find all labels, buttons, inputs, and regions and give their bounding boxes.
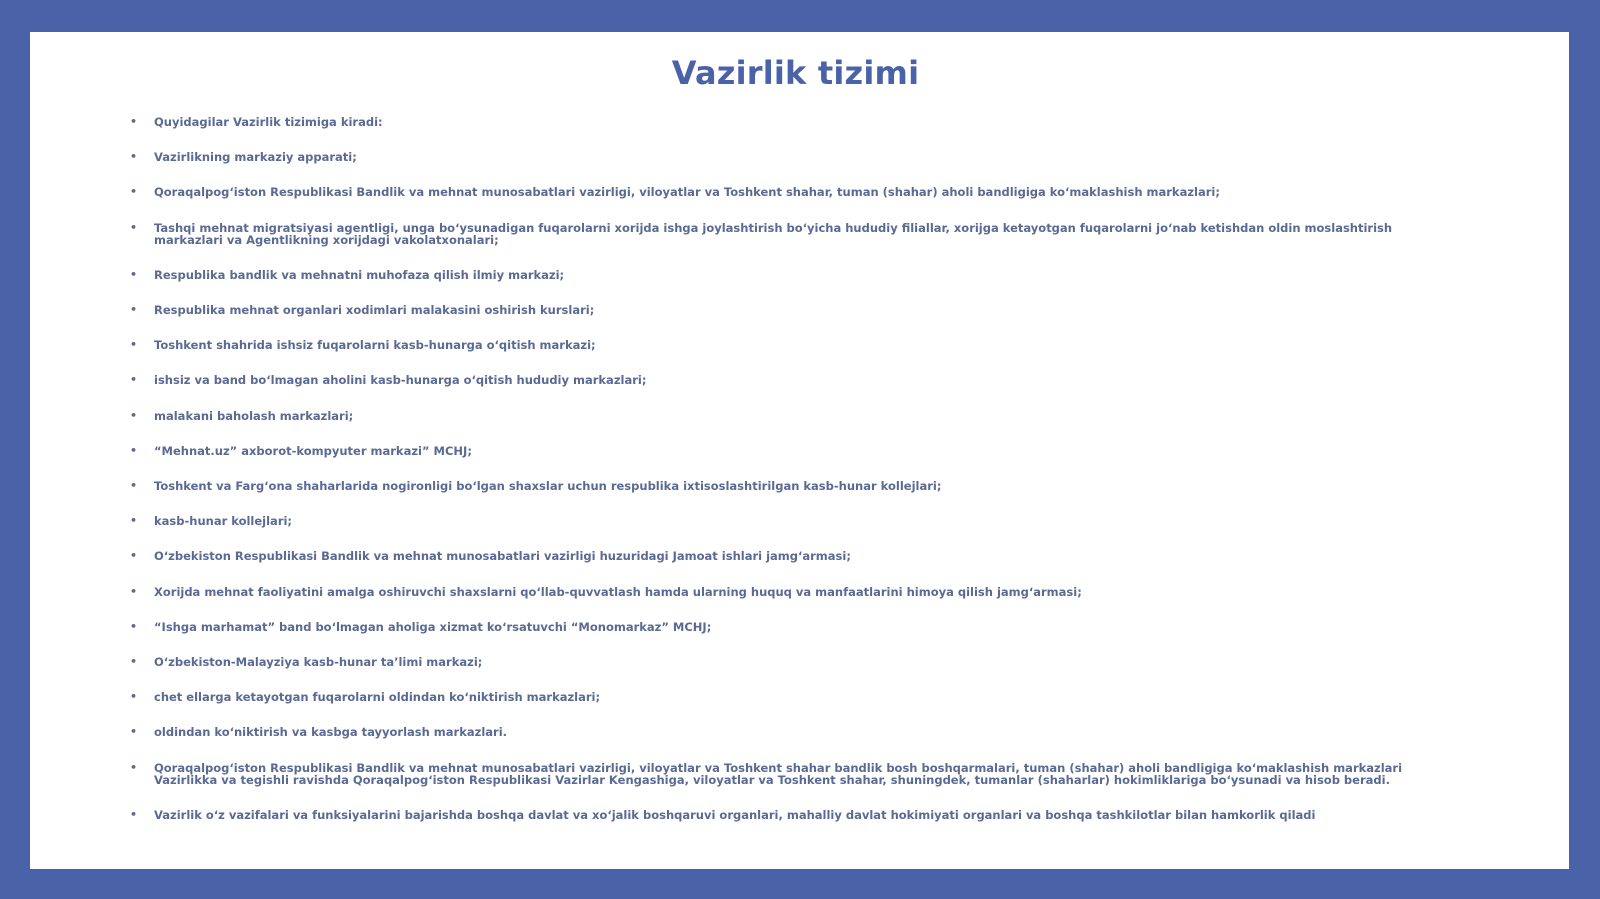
bullet-dot-icon: •	[130, 115, 138, 128]
bullet-dot-icon: •	[130, 221, 138, 234]
bullet-item	[130, 656, 1454, 668]
bullet-text: Toshkent va Farg‘ona shaharlarida nogironligi bo‘lgan shaxslar uchun respublika ixtisoslashtirilgan kasb-hunar kollejlari;	[154, 479, 942, 493]
bullet-item	[130, 621, 1454, 633]
bullet-dot-icon: •	[130, 444, 138, 457]
bullet-item	[130, 222, 1454, 246]
bullet-item	[130, 374, 1454, 386]
bullet-item	[130, 550, 1454, 562]
bullet-text: ishsiz va band bo‘lmagan aholini kasb-hunarga o‘qitish hududiy markazlari;	[154, 373, 647, 387]
bullet-item	[130, 304, 1454, 316]
bullet-dot-icon: •	[130, 338, 138, 351]
bullet-dot-icon: •	[130, 655, 138, 668]
bullet-text: “Ishga marhamat” band bo‘lmagan aholiga xizmat ko‘rsatuvchi “Monomarkaz” MCHJ;	[154, 620, 712, 634]
bullet-text: Vazirlik o‘z vazifalari va funksiyalarini bajarishda boshqa davlat va xo‘jalik boshqaruvi organlari, mahalliy davlat hokimiyati organlari va boshqa tashkilotlar bilan hamkorlik qiladi	[154, 808, 1316, 822]
bullet-dot-icon: •	[130, 690, 138, 703]
slide	[30, 32, 1569, 869]
bullet-text: kasb-hunar kollejlari;	[154, 514, 293, 528]
bullet-dot-icon: •	[130, 150, 138, 163]
bullet-dot-icon: •	[130, 479, 138, 492]
bullet-item	[130, 151, 1454, 163]
bullet-item	[130, 586, 1454, 598]
bullet-dot-icon: •	[130, 514, 138, 527]
bullet-text: oldindan ko‘niktirish va kasbga tayyorlash markazlari.	[154, 725, 508, 739]
bullet-item	[130, 445, 1454, 457]
bullet-dot-icon: •	[130, 373, 138, 386]
bullet-dot-icon: •	[130, 268, 138, 281]
bullet-dot-icon: •	[130, 409, 138, 422]
bullet-text: Respublika bandlik va mehnatni muhofaza qilish ilmiy markazi;	[154, 268, 565, 282]
bullet-item	[130, 116, 1454, 128]
bullet-text: Toshkent shahrida ishsiz fuqarolarni kasb-hunarga o‘qitish markazi;	[154, 338, 596, 352]
bullet-item	[130, 515, 1454, 527]
bullet-text: O‘zbekiston Respublikasi Bandlik va mehnat munosabatlari vazirligi huzuridagi Jamoat ishlari jamg‘armasi;	[154, 549, 851, 563]
bullet-text: chet ellarga ketayotgan fuqarolarni oldindan ko‘niktirish markazlari;	[154, 690, 601, 704]
bullet-item	[130, 762, 1454, 786]
bullet-item	[130, 186, 1454, 198]
bullet-dot-icon: •	[130, 620, 138, 633]
bullet-dot-icon: •	[130, 585, 138, 598]
bullet-dot-icon: •	[130, 185, 138, 198]
bullet-item	[130, 726, 1454, 738]
bullet-text: malakani baholash markazlari;	[154, 409, 354, 423]
bullet-text: “Mehnat.uz” axborot-kompyuter markazi” MCHJ;	[154, 444, 472, 458]
bullet-item	[130, 691, 1454, 703]
bullet-text: Tashqi mehnat migratsiyasi agentligi, unga bo‘ysunadigan fuqarolarni xorijda ishga joylashtirish bo‘yicha hududiy filiallar, xorijga ketayotgan fuqarolarni jo‘nab ketishdan oldin moslashtirish markazlari va Agentlikning xorijdagi vakolatxonalari;	[154, 221, 1393, 247]
bullet-dot-icon: •	[130, 303, 138, 316]
bullet-dot-icon: •	[130, 761, 138, 774]
bullet-text: Respublika mehnat organlari xodimlari malakasini oshirish kurslari;	[154, 303, 595, 317]
bullet-text: Vazirlikning markaziy apparati;	[154, 150, 357, 164]
bullet-dot-icon: •	[130, 549, 138, 562]
bullet-item	[130, 480, 1454, 492]
bullet-text: Xorijda mehnat faoliyatini amalga oshiruvchi shaxslarni qo‘llab-quvvatlash hamda ularning huquq va manfaatlarini himoya qilish jamg‘armasi;	[154, 585, 1082, 599]
bullet-text: Qoraqalpog‘iston Respublikasi Bandlik va mehnat munosabatlari vazirligi, viloyatlar va Toshkent shahar, tuman (shahar) aholi bandligiga ko‘maklashish markazlari;	[154, 185, 1220, 199]
bullet-dot-icon: •	[130, 725, 138, 738]
bullet-item	[130, 339, 1454, 351]
bullet-text: Quyidagilar Vazirlik tizimiga kiradi:	[154, 115, 383, 129]
bullet-item	[130, 809, 1454, 821]
bullet-dot-icon: •	[130, 808, 138, 821]
bullet-item	[130, 410, 1454, 422]
bullet-text: O‘zbekiston-Malayziya kasb-hunar ta’limi markazi;	[154, 655, 483, 669]
bullet-item	[130, 269, 1454, 281]
slide-title: Vazirlik tizimi	[671, 54, 920, 92]
bullet-text: Qoraqalpog‘iston Respublikasi Bandlik va mehnat munosabatlari vazirligi, viloyatlar va Toshkent shahar bandlik bosh boshqarmalari, tuman (shahar) aholi bandligiga ko‘maklashish markazlari Vazirlikka va tegishli ravishda Qoraqalpog‘iston Respublikasi Vazirlar Kengashiga, viloyatlar va Toshkent shahar, shuningdek, tumanlar (shaharlar) hokimliklariga bo‘ysunadi va hisob beradi.	[154, 761, 1403, 787]
